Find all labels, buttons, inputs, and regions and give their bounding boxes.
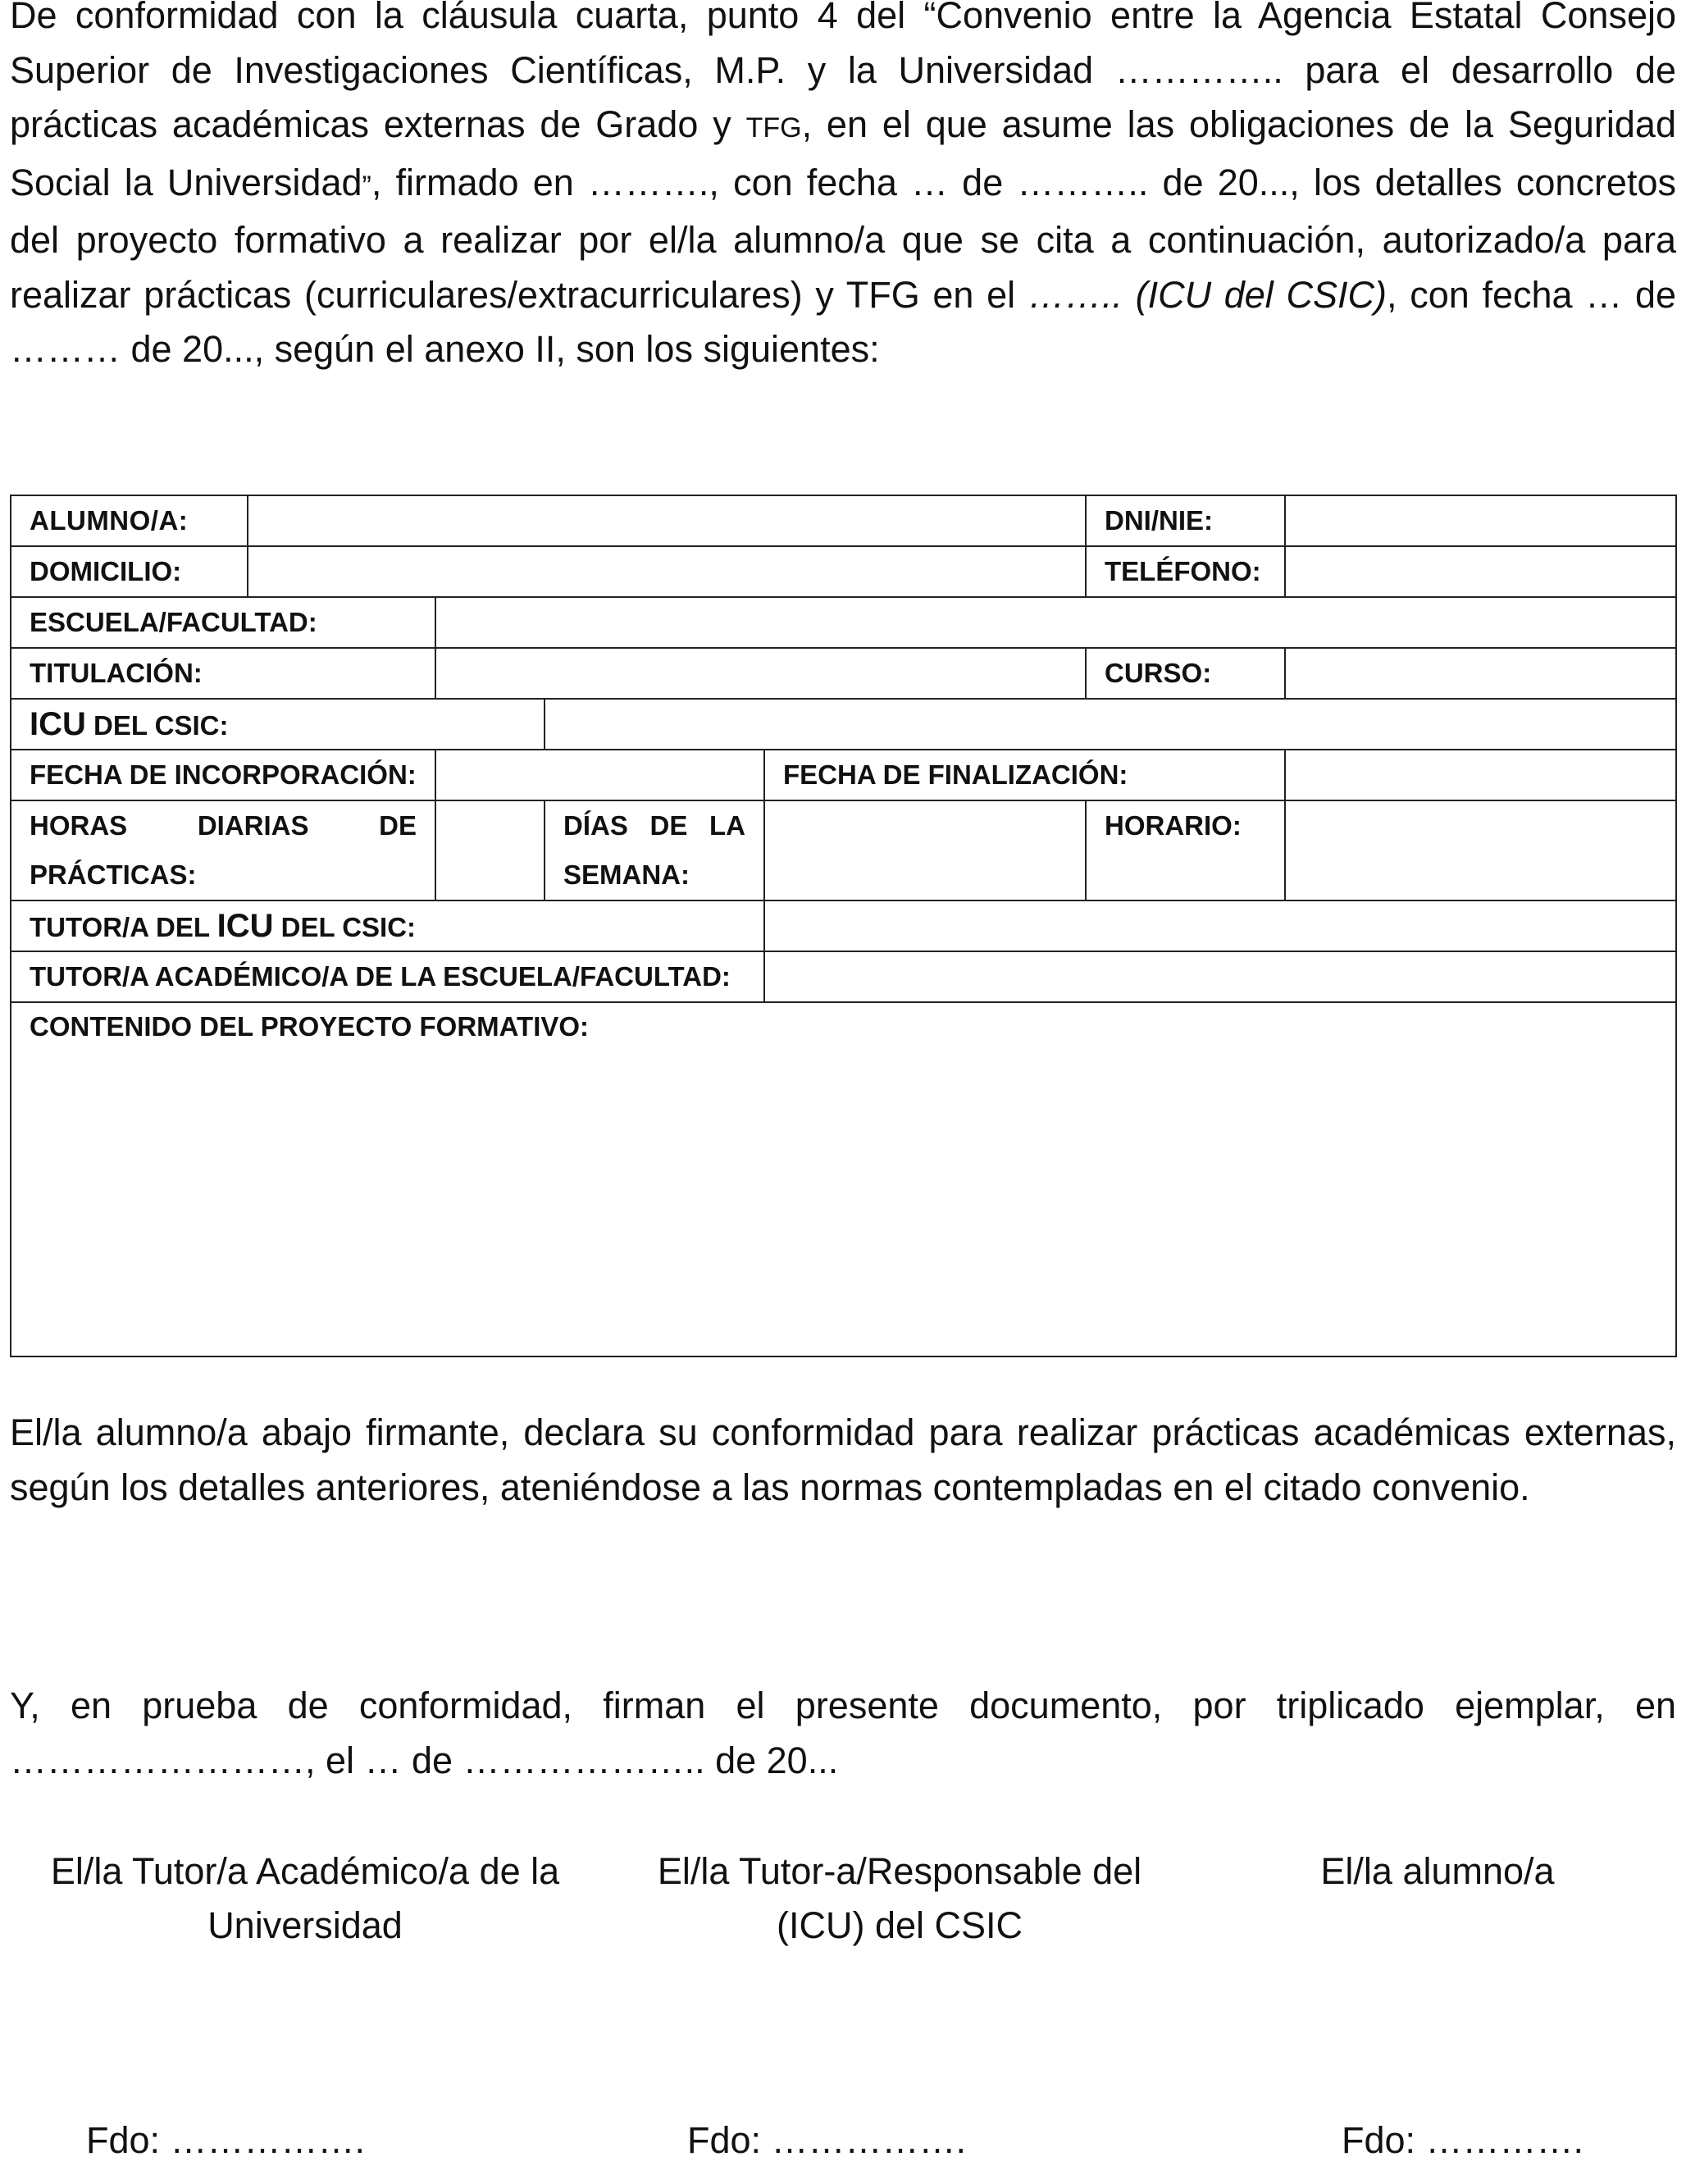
degree-label: TITULACIÓN: [11,648,435,699]
academic-tutor-label: TUTOR/A ACADÉMICO/A DE LA ESCUELA/FACULTAD: [11,951,764,1002]
icu-label [11,699,545,750]
form-row [11,546,1676,597]
icu-tutor-text: DEL CSIC: [273,911,417,942]
intro-paragraph [10,0,1676,377]
form-row [11,495,1676,546]
icu-tutor-field[interactable] [764,901,1676,951]
start-date-field[interactable] [435,750,764,800]
end-date-label: FECHA DE FINALIZACIÓN: [764,750,1285,800]
icu-field[interactable] [545,699,1676,750]
declaration-paragraph: El/la alumno/a abajo firmante, declara su conformidad para realizar prácticas académicas externas, según los detalles anteriores, ateniéndose a las normas contempladas en el citado convenio. [10,1411,1676,1508]
signature-icu-tutor-fdo: Fdo: ……………. [687,2119,967,2161]
academic-tutor-field[interactable] [764,951,1676,1002]
tfg-abbrev: TFG [745,112,802,144]
phone-field[interactable] [1285,546,1676,597]
signature-academic-tutor-title: El/la Tutor/a Académico/a de la Universidad [50,1850,560,1946]
proof-paragraph: Y, en prueba de conformidad, firman el presente documento, por triplicado ejemplar, en ……………………, el … de ……………….. de 20... [10,1685,1676,1781]
student-label: ALUMNO/A: [11,495,248,546]
address-field[interactable] [248,546,1086,597]
schedule-label: HORARIO: [1086,800,1285,901]
phone-label: TELÉFONO: [1086,546,1285,597]
dni-label: DNI/NIE: [1086,495,1285,546]
form-row [11,699,1676,750]
training-content-field[interactable]: CONTENIDO DEL PROYECTO FORMATIVO: [11,1002,1676,1356]
quote-mark: ” [362,170,371,202]
weekdays-label: DÍAS DE LA SEMANA: [545,800,764,901]
icu-placeholder: …….. (ICU del CSIC) [1028,273,1388,316]
icu-label-rest: DEL CSIC: [85,709,229,741]
daily-hours-field[interactable] [435,800,545,901]
form-row [11,597,1676,648]
degree-field[interactable] [435,648,1086,699]
icu-label-abbrev: ICU [30,705,86,742]
daily-hours-label: HORAS DIARIAS DE PRÁCTICAS: [11,800,435,901]
end-date-field[interactable] [1285,750,1676,800]
signature-icu-tutor-title: El/la Tutor-a/Responsable del (ICU) del CSIC [657,1850,1142,1946]
icu-tutor-text: TUTOR/A DEL [30,911,217,942]
intro-text: , firmado en ………., con fecha … de ……….. de 20..., los detalles concretos del proyecto formativo a realizar por el/la alumno/a que se cita a continuación, autorizado/a para realizar prácticas (curriculares/extracurriculares) y TFG en el [10,161,1676,316]
student-data-form [10,495,1677,1357]
form-row [11,951,1676,1002]
icu-tutor-label [11,901,764,951]
signature-academic-tutor-fdo: Fdo: ……………. [86,2119,366,2161]
form-row [11,750,1676,800]
form-row [11,901,1676,951]
signature-student-fdo: Fdo: …………. [1342,2119,1584,2161]
form-row [11,648,1676,699]
school-field[interactable] [435,597,1676,648]
course-label: CURSO: [1086,648,1285,699]
address-label: DOMICILIO: [11,546,248,597]
intro-text: , con fecha … de ……… de 20..., según el anexo II, son los siguientes: [10,273,1676,370]
weekdays-field[interactable] [764,800,1086,901]
form-row [11,800,1676,901]
icu-tutor-abbrev: ICU [216,907,274,944]
student-field[interactable] [248,495,1086,546]
form-row [11,1002,1676,1356]
intro-text: , en el que asume las obligaciones de la Seguridad Social la Universidad [10,103,1676,203]
dni-field[interactable] [1285,495,1676,546]
start-date-label: FECHA DE INCORPORACIÓN: [11,750,435,800]
course-field[interactable] [1285,648,1676,699]
schedule-field[interactable] [1285,800,1676,901]
school-label: ESCUELA/FACULTAD: [11,597,435,648]
signature-student-title: El/la alumno/a [1320,1850,1555,1892]
intro-text: De conformidad con la cláusula cuarta, punto 4 del “Convenio entre la Agencia Estatal Consejo Superior de Investigaciones Científicas, M.P. y la Universidad ………….. para el desarrollo de prácticas académicas externas de Grado y [10,0,1676,145]
